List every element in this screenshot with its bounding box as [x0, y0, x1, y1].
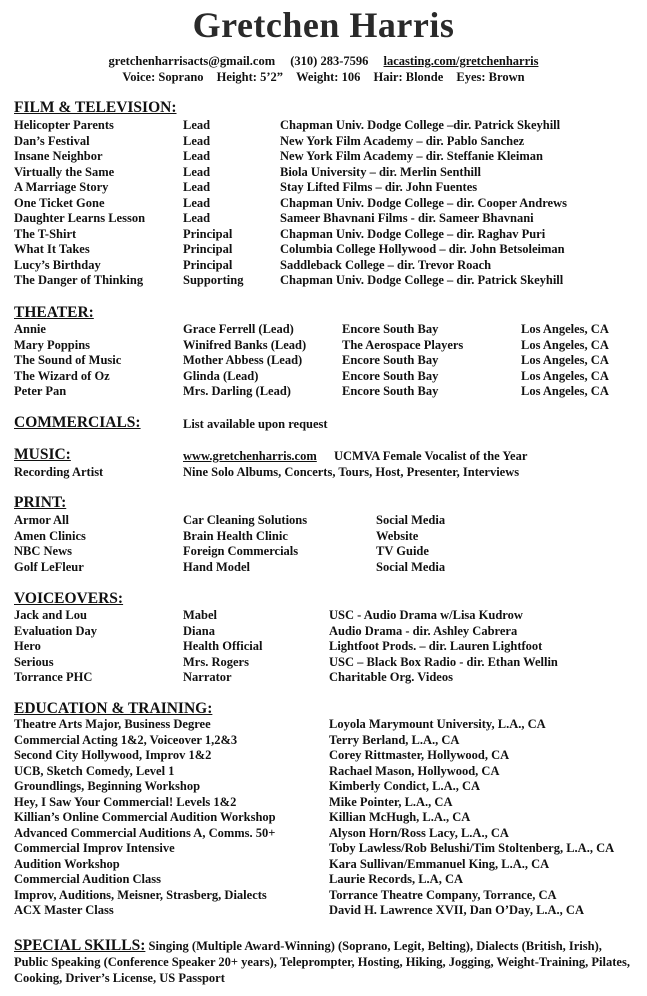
- company: Encore South Bay: [342, 384, 439, 398]
- height-stat: Height: 5’2”: [216, 70, 283, 84]
- client: NBC News: [14, 544, 72, 558]
- film-heading: FILM & TELEVISION:: [14, 99, 177, 116]
- instructor: Terry Berland, L.A., CA: [329, 732, 460, 747]
- show-title: Annie: [14, 322, 46, 336]
- production: Chapman Univ. Dodge College – dir. Raghav Puri: [280, 226, 546, 241]
- instructor: Loyola Marymount University, L.A., CA: [329, 717, 546, 731]
- eyes-stat: Eyes: Brown: [456, 70, 525, 84]
- show-title: Mary Poppins: [14, 337, 91, 352]
- instructor: Kimberly Condict, L.A., CA: [329, 779, 481, 793]
- course: Audition Workshop: [14, 856, 120, 871]
- course: Commercial Improv Intensive: [14, 841, 175, 855]
- course: Theatre Arts Major, Business Degree: [14, 717, 211, 731]
- role: Grace Ferrell (Lead): [183, 322, 294, 336]
- theater-heading: THEATER:: [14, 304, 94, 321]
- print-heading: PRINT:: [14, 494, 67, 511]
- course: Improv, Auditions, Meisner, Strasberg, Dialects: [14, 887, 267, 902]
- location: Los Angeles, CA: [521, 337, 609, 352]
- location: Los Angeles, CA: [521, 322, 609, 336]
- production: Audio Drama - dir. Ashley Cabrera: [329, 623, 518, 638]
- role: Lead: [183, 195, 211, 210]
- project-title: Torrance PHC: [14, 670, 93, 684]
- description: Hand Model: [183, 559, 251, 574]
- role: Mrs. Darling (Lead): [183, 384, 291, 398]
- location: Los Angeles, CA: [521, 384, 609, 398]
- project-title: A Marriage Story: [14, 180, 109, 194]
- education-heading: EDUCATION & TRAINING:: [14, 700, 213, 717]
- media: TV Guide: [376, 544, 429, 558]
- instructor: Alyson Horn/Ross Lacy, L.A., CA: [329, 825, 509, 840]
- instructor: David H. Lawrence XVII, Dan O’Day, L.A., CA: [329, 903, 584, 917]
- role: Diana: [183, 623, 215, 638]
- role: Narrator: [183, 670, 232, 684]
- course: Second City Hollywood, Improv 1&2: [14, 748, 212, 762]
- role: Principal: [183, 257, 233, 272]
- phone-number: (310) 283-7596: [290, 54, 369, 68]
- production: New York Film Academy – dir. Steffanie Kleiman: [280, 149, 543, 163]
- instructor: Torrance Theatre Company, Torrance, CA: [329, 887, 557, 902]
- role: Lead: [183, 164, 211, 179]
- instructor: Kara Sullivan/Emmanuel King, L.A., CA: [329, 856, 550, 871]
- company: Encore South Bay: [342, 322, 439, 336]
- description: Foreign Commercials: [183, 544, 299, 558]
- role: Lead: [183, 118, 211, 132]
- location: Los Angeles, CA: [521, 353, 609, 367]
- production: Lightfoot Prods. – dir. Lauren Lightfoot: [329, 639, 543, 653]
- show-title: The Sound of Music: [14, 353, 122, 367]
- instructor: Toby Lawless/Rob Belushi/Tim Stoltenberg, L.A., CA: [329, 841, 615, 855]
- instructor: Mike Pointer, L.A., CA: [329, 794, 453, 809]
- description: Brain Health Clinic: [183, 528, 288, 543]
- media: Social Media: [376, 559, 446, 574]
- skills-heading: SPECIAL SKILLS:: [14, 937, 146, 954]
- project-title: What It Takes: [14, 242, 90, 256]
- project-title: The T-Shirt: [14, 226, 77, 241]
- course: Advanced Commercial Auditions A, Comms. 50+: [14, 825, 276, 840]
- role: Mrs. Rogers: [183, 654, 249, 669]
- course: Killian’s Online Commercial Audition Workshop: [14, 810, 276, 824]
- production: Biola University – dir. Merlin Senthill: [280, 164, 481, 179]
- role: Principal: [183, 242, 233, 256]
- resume-name: Gretchen Harris: [192, 5, 455, 45]
- role: Principal: [183, 226, 233, 241]
- project-title: Jack and Lou: [14, 608, 87, 622]
- media: Social Media: [376, 513, 446, 527]
- commercials-heading: COMMERCIALS:: [14, 414, 141, 431]
- music-website-link[interactable]: www.gretchenharris.com: [183, 449, 317, 463]
- instructor: Rachael Mason, Hollywood, CA: [329, 763, 500, 778]
- production: Stay Lifted Films – dir. John Fuentes: [280, 180, 478, 194]
- project-title: Dan’s Festival: [14, 133, 90, 148]
- production: Saddleback College – dir. Trevor Roach: [280, 257, 492, 272]
- role: Supporting: [183, 273, 244, 287]
- project-title: The Danger of Thinking: [14, 273, 144, 287]
- voiceovers-heading: VOICEOVERS:: [14, 590, 124, 607]
- email-link[interactable]: gretchenharrisacts@gmail.com: [108, 54, 276, 68]
- voice-stat: Voice: Soprano: [122, 70, 204, 84]
- course: Groundlings, Beginning Workshop: [14, 779, 201, 793]
- production: USC - Audio Drama w/Lisa Kudrow: [329, 608, 523, 622]
- music-award: UCMVA Female Vocalist of the Year: [334, 449, 528, 463]
- client: Armor All: [14, 513, 69, 527]
- production: Chapman Univ. Dodge College –dir. Patrick Skeyhill: [280, 118, 561, 132]
- instructor: Laurie Records, L.A, CA: [329, 872, 464, 886]
- location: Los Angeles, CA: [521, 368, 609, 383]
- role: Lead: [183, 149, 211, 163]
- production: USC – Black Box Radio - dir. Ethan Wellin: [329, 654, 558, 669]
- project-title: Insane Neighbor: [14, 149, 103, 163]
- special-skills: [14, 938, 634, 986]
- production: Sameer Bhavnani Films - dir. Sameer Bhavnani: [280, 211, 534, 225]
- project-title: Lucy’s Birthday: [14, 257, 101, 272]
- production: Columbia College Hollywood – dir. John Betsoleiman: [280, 242, 565, 256]
- commercials-text: List available upon request: [183, 417, 328, 431]
- company: The Aerospace Players: [342, 337, 464, 352]
- course: Hey, I Saw Your Commercial! Levels 1&2: [14, 794, 237, 809]
- course: Commercial Acting 1&2, Voiceover 1,2&3: [14, 732, 238, 747]
- production: New York Film Academy – dir. Pablo Sanchez: [280, 133, 525, 148]
- role: Health Official: [183, 639, 263, 653]
- show-title: Peter Pan: [14, 384, 67, 398]
- role: Glinda (Lead): [183, 368, 259, 383]
- course: ACX Master Class: [14, 903, 114, 917]
- project-title: Hero: [14, 639, 41, 653]
- description: Car Cleaning Solutions: [183, 513, 308, 527]
- instructor: Corey Rittmaster, Hollywood, CA: [329, 748, 510, 762]
- company: Encore South Bay: [342, 368, 439, 383]
- instructor: Killian McHugh, L.A., CA: [329, 810, 471, 824]
- client: Golf LeFleur: [14, 559, 84, 574]
- media: Website: [376, 528, 419, 543]
- music-label: Recording Artist: [14, 465, 104, 479]
- company: Encore South Bay: [342, 353, 439, 367]
- stats-line: [0, 70, 647, 85]
- client: Amen Clinics: [14, 528, 86, 543]
- production: Charitable Org. Videos: [329, 670, 453, 684]
- role: Mother Abbess (Lead): [183, 353, 303, 367]
- skills-text: Singing (Multiple Award-Winning) (Soprano, Legit, Belting), Dialects (British, Irish), Public Speaking (Conference Speaker 20+ years), Teleprompter, Hosting, Hiking, Jogging, Weight-Training, Pilates, Cooking, Driver’s License, US Passport: [14, 939, 630, 985]
- weight-stat: Weight: 106: [296, 70, 361, 84]
- role: Lead: [183, 211, 211, 225]
- role: Lead: [183, 133, 211, 148]
- project-title: Evaluation Day: [14, 623, 98, 638]
- show-title: The Wizard of Oz: [14, 368, 110, 383]
- music-heading: MUSIC:: [14, 446, 71, 463]
- contact-line: [0, 54, 647, 69]
- course: UCB, Sketch Comedy, Level 1: [14, 763, 175, 778]
- role: Winifred Banks (Lead): [183, 337, 307, 352]
- project-title: One Ticket Gone: [14, 195, 105, 210]
- project-title: Daughter Learns Lesson: [14, 211, 146, 225]
- project-title: Helicopter Parents: [14, 118, 114, 132]
- project-title: Serious: [14, 654, 54, 669]
- course: Commercial Audition Class: [14, 872, 161, 886]
- music-text: Nine Solo Albums, Concerts, Tours, Host, Presenter, Interviews: [183, 465, 520, 479]
- project-title: Virtually the Same: [14, 164, 115, 179]
- hair-stat: Hair: Blonde: [373, 70, 444, 84]
- production: Chapman Univ. Dodge College – dir. Cooper Andrews: [280, 195, 567, 210]
- production: Chapman Univ. Dodge College – dir. Patrick Skeyhill: [280, 273, 564, 287]
- casting-link[interactable]: lacasting.com/gretchenharris: [383, 54, 539, 68]
- role: Mabel: [183, 608, 218, 622]
- role: Lead: [183, 180, 211, 194]
